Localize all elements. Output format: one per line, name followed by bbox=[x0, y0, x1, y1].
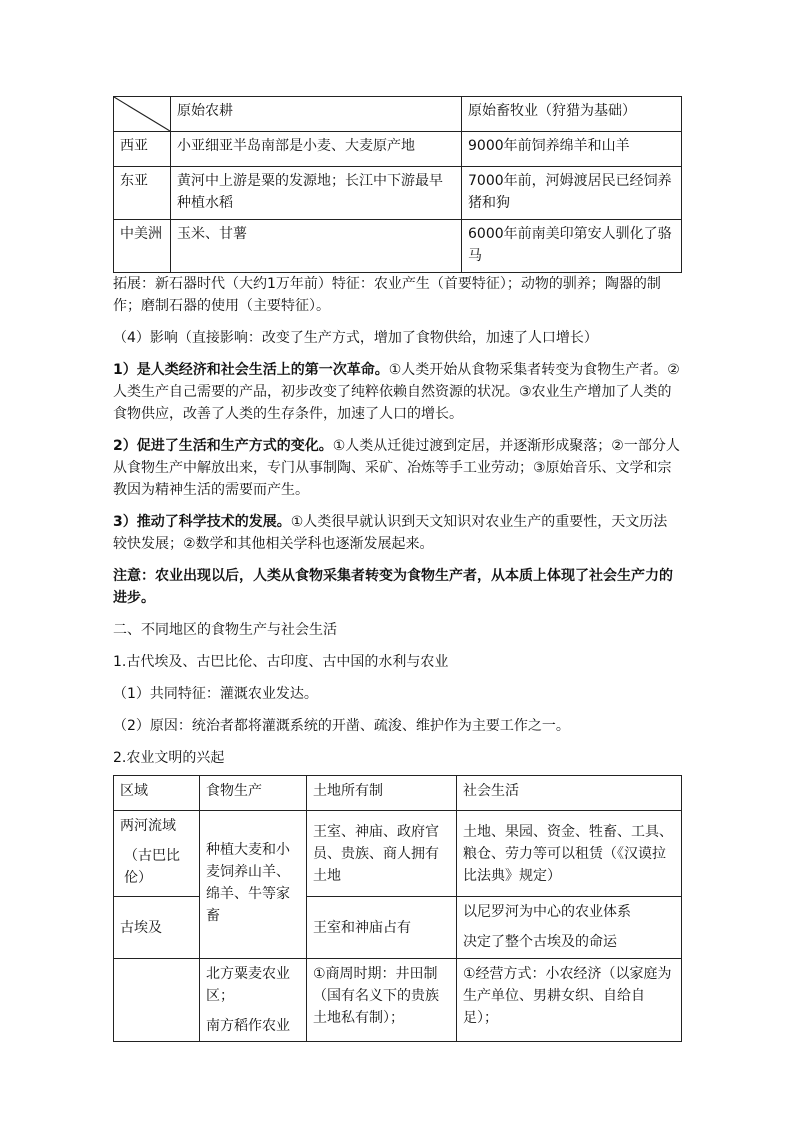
region-name: 两河流域 bbox=[120, 818, 176, 834]
social-cell: 土地、果园、资金、牲畜、工具、粮仓、劳力等可以租赁（《汉谟拉比法典》规定） bbox=[457, 811, 682, 897]
food-text: 种植大麦和小麦饲养山羊、绵羊、牛等家畜 bbox=[206, 841, 290, 924]
region-cell: 古埃及 bbox=[114, 897, 200, 959]
header-farming: 原始农耕 bbox=[171, 97, 462, 132]
header-herding: 原始畜牧业（狩猎为基础） bbox=[462, 97, 682, 132]
section-2-heading: 二、不同地区的食物生产与社会生活 bbox=[113, 622, 337, 638]
social-cell bbox=[457, 897, 682, 959]
social-line: 决定了整个古埃及的命运 bbox=[463, 934, 617, 950]
impact-point-1-title: 1）是人类经济和社会生活上的第一次革命。 bbox=[113, 362, 389, 378]
subsection-2-1: 1.古代埃及、古巴比伦、古印度、古中国的水利与农业 bbox=[113, 654, 449, 670]
civilization-table bbox=[113, 775, 682, 1042]
subsection-2-1-a: （1）共同特征：灌溉农业发达。 bbox=[113, 686, 318, 702]
subsection-2-2: 2.农业文明的兴起 bbox=[113, 750, 225, 766]
region-cell: 中美洲 bbox=[114, 220, 171, 273]
header-social: 社会生活 bbox=[457, 776, 682, 811]
land-cell: 王室、神庙、政府官员、贵族、商人拥有土地 bbox=[307, 811, 457, 897]
impact-heading: （4）影响（直接影响：改变了生产方式，增加了食物供给，加速了人口增长） bbox=[113, 330, 598, 346]
impact-point-2-title: 2）促进了生活和生产方式的变化。 bbox=[113, 438, 333, 454]
land-cell: 王室和神庙占有 bbox=[307, 897, 457, 959]
impact-point-2 bbox=[113, 435, 681, 501]
region-cell bbox=[114, 959, 200, 1042]
farming-cell: 小亚细亚半岛南部是小麦、大麦原产地 bbox=[171, 132, 462, 167]
region-cell: 东亚 bbox=[114, 167, 171, 220]
note-text: 注意：农业出现以后，人类从食物采集者转变为食物生产者，从本质上体现了社会生产力的进步。 bbox=[113, 568, 673, 606]
diagonal-header-cell bbox=[114, 97, 171, 132]
header-food: 食物生产 bbox=[200, 776, 307, 811]
impact-point-3-title: 3）推动了科学技术的发展。 bbox=[113, 514, 291, 530]
food-cell bbox=[200, 811, 307, 959]
farming-cell: 黄河中上游是粟的发源地；长江中下游最早种植水稻 bbox=[171, 167, 462, 220]
agriculture-origin-table bbox=[113, 96, 682, 273]
impact-point-3-body: ①人类很早就认识到天文知识对农业生产的重要性，天文历法较快发展；②数学和其他相关学科也逐渐发展起来。 bbox=[113, 514, 668, 552]
impact-point-1 bbox=[113, 359, 681, 425]
document-page bbox=[113, 96, 681, 1042]
region-subname: （古巴比伦） bbox=[124, 848, 180, 886]
extension-paragraph: 拓展：新石器时代（大约1万年前）特征：农业产生（首要特征）；动物的驯养；陶器的制作；磨制石器的使用（主要特征）。 bbox=[113, 276, 661, 314]
food-line: 南方稻作农业 bbox=[206, 1018, 290, 1034]
land-cell: ①商周时期：井田制（国有名义下的贵族土地私有制）； bbox=[307, 959, 457, 1042]
region-cell: 西亚 bbox=[114, 132, 171, 167]
farming-cell: 玉米、甘薯 bbox=[171, 220, 462, 273]
food-line: 北方粟麦农业区； bbox=[206, 966, 290, 1004]
food-cell bbox=[200, 959, 307, 1042]
impact-point-3 bbox=[113, 511, 681, 555]
herding-cell: 6000年前南美印第安人驯化了骆马 bbox=[462, 220, 682, 273]
impact-point-1-body: ①人类开始从食物采集者转变为食物生产者。②人类生产自己需要的产品，初步改变了纯粹依赖自然资源的状况。③农业生产增加了人类的食物供应，改善了人类的生存条件，加速了人口的增长。 bbox=[113, 362, 680, 422]
social-line: 以尼罗河为中心的农业体系 bbox=[463, 904, 631, 920]
social-cell: ①经营方式：小农经济（以家庭为生产单位、男耕女织、自给自足）； bbox=[457, 959, 682, 1042]
herding-cell: 9000年前饲养绵羊和山羊 bbox=[462, 132, 682, 167]
herding-cell: 7000年前，河姆渡居民已经饲养猪和狗 bbox=[462, 167, 682, 220]
header-land: 土地所有制 bbox=[307, 776, 457, 811]
note-paragraph bbox=[113, 565, 681, 609]
subsection-2-1-b: （2）原因：统治者都将灌溉系统的开凿、疏浚、维护作为主要工作之一。 bbox=[113, 718, 570, 734]
impact-point-2-body: ①人类从迁徙过渡到定居，并逐渐形成聚落；②一部分人从食物生产中解放出来，专门从事制陶、采矿、冶炼等手工业劳动；③原始音乐、文学和宗教因为精神生活的需要而产生。 bbox=[113, 438, 680, 498]
header-region: 区域 bbox=[114, 776, 200, 811]
region-cell bbox=[114, 811, 200, 897]
